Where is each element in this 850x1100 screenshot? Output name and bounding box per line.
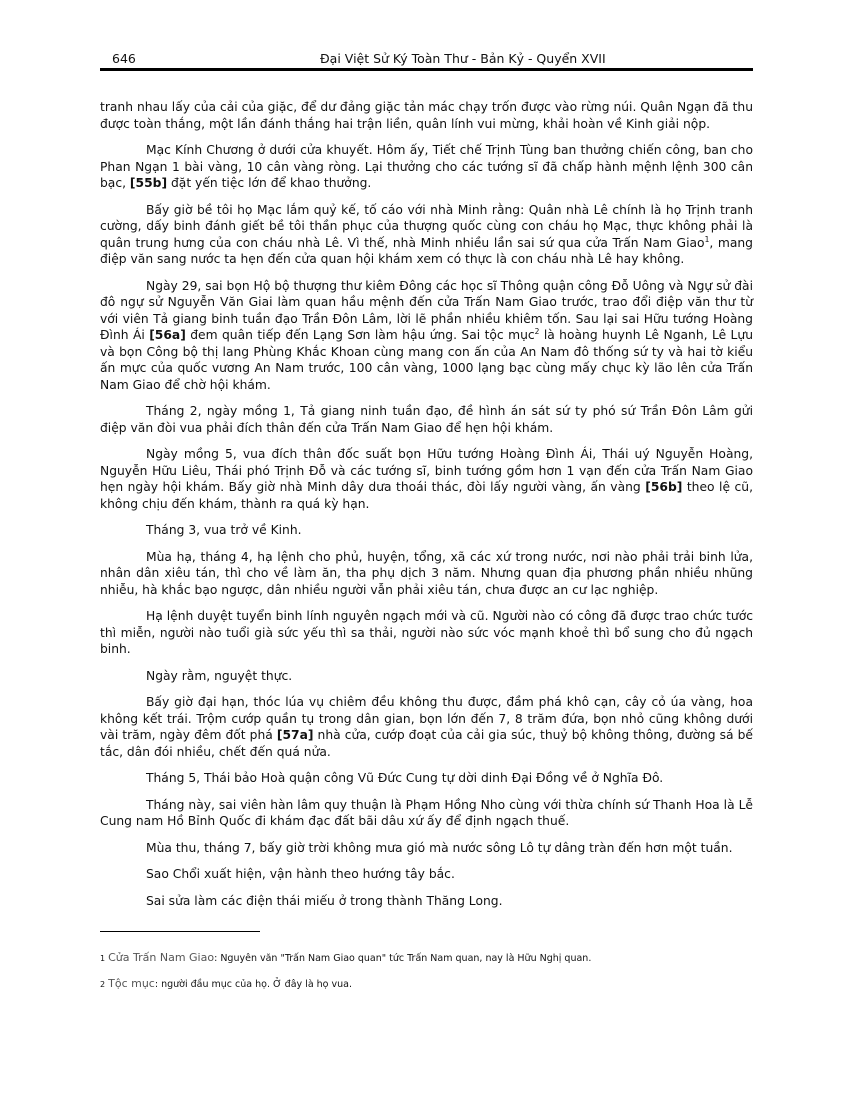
paragraph: Tháng này, sai viên hàn lâm quy thuận là Phạm Hồng Nho cùng với thừa chính sứ Thanh Hoa là Lễ Cung nam Hồ Bỉnh Quốc đi khám đạc đất bãi dâu xứ ấy để định ngạch thuế.: [100, 797, 753, 828]
footnote-ref[interactable]: 1: [704, 234, 710, 244]
footnote-2: [100, 977, 753, 991]
footnote-term: Tộc mục: [108, 977, 155, 990]
paragraph: Tháng 2, ngày mồng 1, Tả giang ninh tuần đạo, đề hình án sát sứ ty phó sứ Trần Đôn Lâm gửi điệp văn đòi vua phải đích thân đến cửa Trấn Nam Giao để hẹn hội khám.: [100, 404, 753, 435]
header-rule: [100, 68, 753, 71]
page-header: [112, 49, 752, 69]
footnote-rule: [100, 931, 260, 932]
paragraph: Bấy giờ đại hạn, thóc lúa vụ chiêm đều không thu được, đầm phá khô cạn, cây cỏ úa vàng, hoa không kết trái. Trộm cướp quần tụ trong dân gian, bọn lớn đến 7, 8 trăm đứa, bọn nhỏ cũng không dưới vài trăm, ngày đêm đốt phá [57a] nhà cửa, cướp đoạt của cải gia súc, thuỷ bộ không thông, đường sá bế tắc, dân đói nhiều, chết đến quá nửa.: [100, 695, 753, 759]
footnote-1: [100, 951, 753, 965]
page-marker: [57a]: [276, 728, 314, 742]
paragraph: Ngày mồng 5, vua đích thân đốc suất bọn Hữu tướng Hoàng Đình Ái, Thái uý Nguyễn Hoàng, Nguyễn Hữu Liêu, Thái phó Trịnh Đỗ và các tướng sĩ, binh tướng gồm hơn 1 vạn đến cửa Trấn Nam Giao hẹn ngày hội khám. Bấy giờ nhà Minh dây dưa thoái thác, đòi lấy người vàng, ấn vàng [56b] theo lệ cũ, không chịu đến khám, thành ra quá kỳ hạn.: [100, 447, 753, 511]
page-marker: [56b]: [645, 480, 683, 494]
footnote-mark: 1: [100, 954, 106, 963]
body-text: [100, 99, 753, 919]
paragraph: Tháng 5, Thái bảo Hoà quận công Vũ Đức Cung tự dời dinh Đại Đồng về ở Nghĩa Đô.: [146, 771, 664, 785]
paragraph: Bấy giờ bề tôi họ Mạc lắm quỷ kế, tố cáo với nhà Minh rằng: Quân nhà Lê chính là họ Trịnh tranh cường, dấy binh đánh giết bề tôi thần phục của thượng quốc cùng con cháu họ Mạc, thực không phải là quân trung hưng của con cháu nhà Lê. Vì thế, nhà Minh nhiều lần sai sứ qua cửa Trấn Nam Giao$^1$, mang điệp văn sang nước ta hẹn đến cửa quan hội khám xem có thực là con cháu nhà Lê hay không.: [100, 202, 753, 266]
paragraph: Mùa thu, tháng 7, bấy giờ trời không mưa gió mà nước sông Lô tự dâng tràn đến hơn một tuần.: [146, 840, 733, 855]
paragraph: Mạc Kính Chương ở dưới cửa khuyết. Hôm ấy, Tiết chế Trịnh Tùng ban thưởng chiến công, ban cho Phan Ngạn 1 bài vàng, 10 cân vàng ròng. Lại thưởng cho các tướng sĩ đã chấp hành mệnh lệnh 300 cân bạc, [55b] đặt yến tiệc lớn để khao thưởng.: [100, 143, 753, 190]
running-title: Đại Việt Sử Ký Toàn Thư - Bản Kỷ - Quyển XVII: [320, 51, 606, 66]
paragraph: Sao Chổi xuất hiện, vận hành theo hướng tây bắc.: [146, 867, 455, 881]
page-number: 646: [112, 51, 136, 66]
paragraph: Hạ lệnh duyệt tuyển binh lính nguyên ngạch mới và cũ. Người nào có công đã được trao chức tước thì miễn, người nào tuổi già sức yếu thì sa thải, người nào sức vóc mạnh khoẻ thì bổ sung cho đủ ngạch binh.: [100, 609, 753, 656]
footnote-term: Cửa Trấn Nam Giao: [108, 951, 215, 964]
paragraph: Tháng 3, vua trở về Kinh.: [146, 523, 302, 537]
page-marker: [56a]: [149, 328, 186, 342]
page-marker: [55b]: [129, 176, 168, 190]
footnote-text: : Nguyên văn "Trấn Nam Giao quan" tức Trấn Nam quan, nay là Hữu Nghị quan.: [214, 953, 592, 964]
paragraph: Mùa hạ, tháng 4, hạ lệnh cho phủ, huyện, tổng, xã các xứ trong nước, nơi nào phải trải binh lửa, nhân dân xiêu tán, thì cho về làm ăn, tha phụ dịch 3 năm. Nhưng quan địa phương phần nhiều nhũng nhiễu, hà khắc bạo ngược, dân nhiều người vẫn phải xiêu tán, chưa được an cư lạc nghiệp.: [100, 549, 753, 597]
footnote-mark: 2: [100, 980, 106, 989]
paragraph: Ngày rằm, nguyệt thực.: [146, 668, 293, 683]
footnote-ref[interactable]: 2: [534, 326, 540, 336]
paragraph: tranh nhau lấy của cải của giặc, để dư đảng giặc tản mác chạy trốn được vào rừng núi. Quân Ngạn đã thu được toàn thắng, một lần đánh thắng hai trận liền, quân lính vui mừng, khải hoàn về Kinh giải nộp.: [100, 100, 753, 131]
footnotes: [100, 951, 753, 1003]
paragraph: Sai sửa làm các điện thái miếu ở trong thành Thăng Long.: [146, 893, 503, 908]
paragraph: Ngày 29, sai bọn Hộ bộ thượng thư kiêm Đông các học sĩ Thông quận công Đỗ Uông và Ngự sử đài đô ngự sử Nguyễn Văn Giai làm quan hầu mệnh đến cửa Trấn Nam Giao trước, trao đổi điệp văn thư từ với viên Tả giang binh tuần đạo Trần Đôn Lâm, lời lẽ phần nhiều khiêm tốn. Sau lại sai Hữu tướng Hoàng Đình Ái [56a] đem quân tiếp đến Lạng Sơn làm hậu ứng. Sai tộc mục$^2$ là hoàng huynh Lê Nganh, Lê Lựu và bọn Công bộ thị lang Phùng Khắc Khoan cùng mang con ấn của An Nam đô thống sứ ty và hai tờ kiểu ấn mực của quốc vương An Nam trước, 100 cân vàng, 1000 lạng bạc cùng mấy chục kỳ lão lên cửa Trấn Nam Giao để chờ hội khám.: [100, 278, 753, 392]
footnote-text: : người đầu mục của họ. Ở đây là họ vua.: [154, 979, 352, 990]
